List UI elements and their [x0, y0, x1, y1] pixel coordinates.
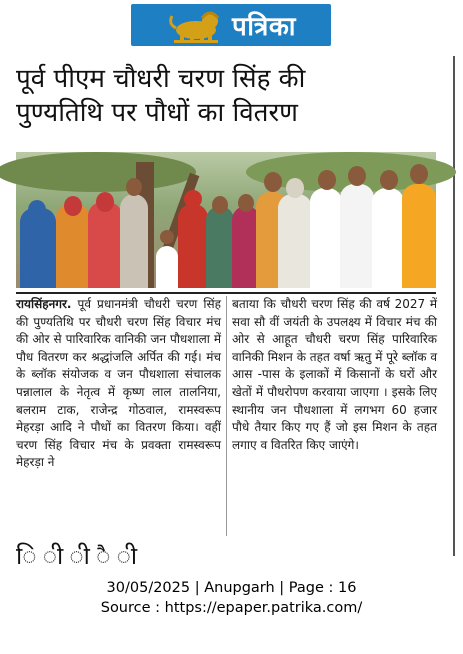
person-head [318, 170, 336, 190]
person [178, 204, 208, 288]
footer-date-edition: 30/05/2025 | Anupgarh | Page : 16 [106, 580, 357, 596]
person [372, 188, 404, 288]
person [20, 208, 56, 288]
news-photo [16, 152, 436, 288]
column-2-text: बताया कि चौधरी चरण सिंह की वर्ष 2027 में सवा सौ वीं जयंती के उपलक्ष्य में विचार मंच की ओर से आहूत चौधरी चरण सिंह पारिवारिक वानिकी मिशन के तहत वर्षा ऋतु में पूरे ब्लॉक व आस -पास के इलाकों में किसानों के घरों और खेतों में पौधरोपण करवाया जाएगा । इसके लिए स्थानीय जन पौधशाला में लगभग 60 हजार पौधे तैयार किए गए हैं जो इस मिशन के तहत लगाए व वितरित किए जाएंगे। [232, 297, 437, 452]
person-head [264, 172, 282, 192]
person [56, 204, 90, 288]
headline-line-1: पूर्व पीएम चौधरी चरण सिंह की [16, 64, 306, 94]
section-rule [16, 292, 436, 294]
person-head [64, 196, 82, 216]
person [340, 184, 374, 288]
person-head [286, 178, 304, 198]
source-footer [0, 578, 463, 618]
person [120, 194, 148, 288]
article-headline [16, 62, 446, 130]
child [156, 246, 178, 288]
person-head [410, 164, 428, 184]
tree-canopy [0, 152, 196, 192]
person [278, 194, 312, 288]
brand-name: पत्रिका [231, 12, 297, 42]
news-clipping [2, 56, 455, 570]
person-head [348, 166, 366, 186]
next-article-headline: ि ी ी ै ी [16, 542, 138, 570]
person [206, 206, 234, 288]
person [310, 188, 342, 288]
masthead [131, 4, 331, 46]
lion-icon [166, 6, 226, 44]
person-head [212, 196, 228, 214]
column-divider [226, 296, 227, 536]
article-column-1 [16, 296, 221, 472]
person-head [126, 178, 142, 196]
footer-source: Source : https://epaper.patrika.com/ [100, 600, 363, 616]
person [402, 184, 436, 288]
article-column-2 [232, 296, 437, 454]
person-head [380, 170, 398, 190]
headline-line-2: पुण्यतिथि पर पौधों का वितरण [16, 98, 298, 128]
person-head [96, 192, 114, 212]
person-head [160, 230, 174, 244]
person-head [28, 200, 46, 220]
person-head [184, 190, 202, 208]
dateline: रायसिंहनगर. [16, 297, 72, 311]
person-head [238, 194, 254, 212]
person [88, 202, 122, 288]
column-1-text: पूर्व प्रधानमंत्री चौधरी चरण सिंह की पुण्यतिथि पर चौधरी चरण सिंह विचार मंच की ओर से पारिवारिक वानिकी जन पौधशाला में पौध वितरण कर श्रद्धांजलि अर्पित की गई। मंच के ब्लॉक संयोजक व जन पौधशाला संचालक पन्नालाल के नेतृत्व में कृष्ण लाल तालनिया, बलराम टाक, राजेन्द्र गोठवाल, रामस्वरूप मेहरड़ा आदि ने पौधों का वितरण किया। वहीं चरण सिंह विचार मंच के प्रवक्ता रामस्वरूप मेहरड़ा ने [16, 297, 221, 470]
